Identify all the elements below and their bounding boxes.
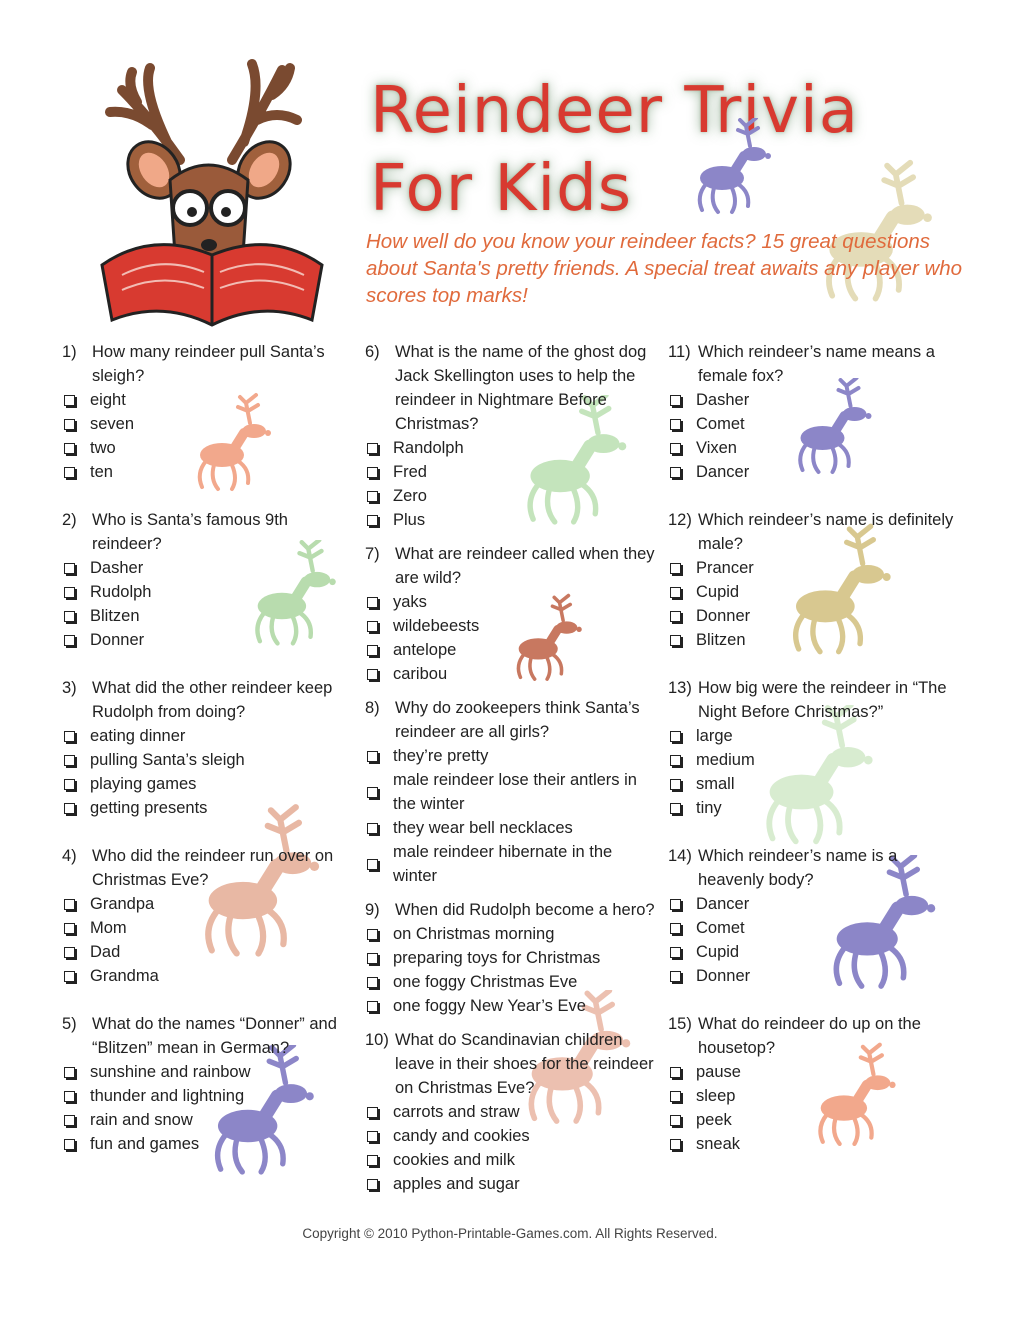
answer-option[interactable] [365, 1148, 655, 1172]
checkbox-icon[interactable] [670, 587, 681, 598]
answer-option[interactable] [668, 628, 958, 652]
question-block [62, 676, 352, 820]
checkbox-icon[interactable] [64, 899, 75, 910]
answer-options [365, 1100, 655, 1196]
checkbox-icon[interactable] [670, 755, 681, 766]
answer-option[interactable] [668, 916, 958, 940]
checkbox-icon[interactable] [367, 669, 378, 680]
answer-option[interactable] [668, 604, 958, 628]
checkbox-icon[interactable] [367, 1131, 378, 1142]
answer-option-label: rain and snow [90, 1111, 193, 1129]
answer-option-label: peek [696, 1111, 732, 1129]
question-block [365, 1028, 655, 1196]
question-number: 12) [668, 511, 692, 529]
checkbox-icon[interactable] [64, 563, 75, 574]
question-prompt: What do the names “Donner” and “Blitzen” mean in German? [92, 1015, 337, 1057]
checkbox-icon[interactable] [64, 755, 75, 766]
reindeer-reading-book-illustration [92, 50, 332, 340]
question-block [62, 1012, 352, 1156]
answer-option[interactable] [668, 436, 958, 460]
answer-option[interactable] [365, 768, 655, 816]
checkbox-icon[interactable] [367, 1001, 378, 1012]
checkbox-icon[interactable] [64, 419, 75, 430]
checkbox-icon[interactable] [367, 467, 378, 478]
checkbox-icon[interactable] [670, 947, 681, 958]
checkbox-icon[interactable] [670, 899, 681, 910]
answer-option[interactable] [62, 1108, 352, 1132]
answer-options [365, 744, 655, 888]
answer-option-label: tiny [696, 799, 722, 817]
checkbox-icon[interactable] [367, 787, 378, 798]
question-text [365, 696, 655, 744]
checkbox-icon[interactable] [64, 587, 75, 598]
answer-option-label: antelope [393, 641, 457, 659]
answer-option[interactable] [668, 1132, 958, 1156]
answer-option-label: candy and cookies [393, 1127, 530, 1145]
answer-option[interactable] [365, 436, 655, 460]
checkbox-icon[interactable] [64, 635, 75, 646]
answer-option-label: small [696, 775, 735, 793]
question-number: 10) [365, 1031, 389, 1049]
question-number: 2) [62, 511, 77, 529]
answer-option[interactable] [668, 580, 958, 604]
checkbox-icon[interactable] [64, 947, 75, 958]
question-block [668, 844, 958, 988]
checkbox-icon[interactable] [670, 803, 681, 814]
answer-option-label: pause [696, 1063, 741, 1081]
answer-option[interactable] [365, 970, 655, 994]
answer-options [62, 388, 352, 484]
answer-option[interactable] [365, 638, 655, 662]
answer-options [365, 436, 655, 532]
answer-option-label: Dancer [696, 463, 750, 481]
question-number: 15) [668, 1015, 692, 1033]
answer-option[interactable] [62, 412, 352, 436]
question-text [62, 508, 352, 556]
question-prompt: How big were the reindeer in “The Night Before Christmas?” [698, 679, 947, 721]
checkbox-icon[interactable] [670, 1115, 681, 1126]
answer-options [365, 922, 655, 1018]
checkbox-icon[interactable] [367, 929, 378, 940]
answer-option[interactable] [365, 1100, 655, 1124]
answer-option-label: fun and games [90, 1135, 200, 1153]
question-text [365, 1028, 655, 1100]
checkbox-icon[interactable] [670, 1067, 681, 1078]
answer-option-label: on Christmas morning [393, 925, 555, 943]
answer-option[interactable] [668, 724, 958, 748]
question-text [62, 676, 352, 724]
question-prompt: Why do zookeepers think Santa’s reindeer are all girls? [395, 699, 640, 741]
answer-option[interactable] [668, 1108, 958, 1132]
answer-option-label: apples and sugar [393, 1175, 520, 1193]
answer-option-label: Donner [696, 967, 751, 985]
answer-option[interactable] [668, 460, 958, 484]
answer-option-label: Vixen [696, 439, 737, 457]
question-number: 3) [62, 679, 77, 697]
answer-option[interactable] [668, 772, 958, 796]
question-prompt: Which reindeer’s name is definitely male? [698, 511, 954, 553]
checkbox-icon[interactable] [367, 977, 378, 988]
answer-option[interactable] [365, 508, 655, 532]
question-prompt: What are reindeer called when they are wild? [395, 545, 655, 587]
answer-option[interactable] [62, 772, 352, 796]
checkbox-icon[interactable] [367, 597, 378, 608]
answer-option[interactable] [62, 604, 352, 628]
answer-option-label: sneak [696, 1135, 741, 1153]
answer-options [668, 556, 958, 652]
answer-option-label: Dasher [90, 559, 144, 577]
answer-option-label: pulling Santa’s sleigh [90, 751, 245, 769]
answer-option[interactable] [62, 580, 352, 604]
question-block [365, 542, 655, 686]
answer-option[interactable] [365, 662, 655, 686]
answer-option-label: sleep [696, 1087, 736, 1105]
question-text [365, 898, 655, 922]
checkbox-icon[interactable] [64, 467, 75, 478]
answer-option[interactable] [365, 460, 655, 484]
title-line-2: For Kids [370, 152, 633, 226]
question-column-2 [365, 340, 655, 1196]
checkbox-icon[interactable] [367, 823, 378, 834]
checkbox-icon[interactable] [670, 731, 681, 742]
question-number: 6) [365, 343, 380, 361]
answer-option-label: medium [696, 751, 755, 769]
question-block [62, 340, 352, 484]
answer-option[interactable] [62, 1132, 352, 1156]
answer-option-label: Prancer [696, 559, 754, 577]
question-block [668, 1012, 958, 1156]
answer-option-label: carrots and straw [393, 1103, 520, 1121]
answer-option[interactable] [365, 840, 655, 888]
question-number: 13) [668, 679, 692, 697]
question-block [62, 508, 352, 652]
answer-option[interactable] [668, 412, 958, 436]
answer-option-label: Blitzen [696, 631, 746, 649]
checkbox-icon[interactable] [64, 803, 75, 814]
answer-option[interactable] [62, 628, 352, 652]
answer-options [668, 724, 958, 820]
question-text [668, 844, 958, 892]
answer-option-label: Zero [393, 487, 427, 505]
purple-reindeer-icon [688, 118, 778, 218]
question-number: 7) [365, 545, 380, 563]
answer-option[interactable] [668, 388, 958, 412]
checkbox-icon[interactable] [367, 443, 378, 454]
answer-option[interactable] [62, 460, 352, 484]
question-number: 14) [668, 847, 692, 865]
question-prompt: What is the name of the ghost dog Jack Skellington uses to help the reindeer in Nightmare Before Christmas? [395, 343, 647, 433]
question-block [668, 340, 958, 484]
answer-option-label: Cupid [696, 583, 740, 601]
answer-option-label: seven [90, 415, 135, 433]
answer-options [62, 556, 352, 652]
answer-option[interactable] [365, 1124, 655, 1148]
answer-option[interactable] [668, 556, 958, 580]
question-prompt: Which reindeer’s name means a female fox? [698, 343, 935, 385]
checkbox-icon[interactable] [64, 1067, 75, 1078]
answer-option-label: thunder and lightning [90, 1087, 245, 1105]
checkbox-icon[interactable] [64, 611, 75, 622]
question-number: 9) [365, 901, 380, 919]
checkbox-icon[interactable] [670, 443, 681, 454]
checkbox-icon[interactable] [670, 779, 681, 790]
checkbox-icon[interactable] [64, 923, 75, 934]
checkbox-icon[interactable] [670, 1091, 681, 1102]
answer-options [668, 1060, 958, 1156]
checkbox-icon[interactable] [367, 751, 378, 762]
answer-option[interactable] [365, 484, 655, 508]
answer-options [62, 1060, 352, 1156]
answer-option-label: Grandpa [90, 895, 155, 913]
answer-option-label: large [696, 727, 733, 745]
question-column-3 [668, 340, 958, 1156]
answer-option[interactable] [62, 724, 352, 748]
checkbox-icon[interactable] [670, 467, 681, 478]
answer-option[interactable] [668, 1060, 958, 1084]
question-number: 5) [62, 1015, 77, 1033]
question-prompt: When did Rudolph become a hero? [395, 901, 655, 919]
checkbox-icon[interactable] [64, 779, 75, 790]
answer-option-label: eight [90, 391, 126, 409]
answer-option[interactable] [62, 964, 352, 988]
answer-option[interactable] [668, 796, 958, 820]
question-prompt: How many reindeer pull Santa’s sleigh? [92, 343, 325, 385]
question-block [668, 508, 958, 652]
answer-option-label: caribou [393, 665, 448, 683]
question-prompt: Who did the reindeer run over on Christmas Eve? [92, 847, 334, 889]
question-prompt: Who is Santa’s famous 9th reindeer? [92, 511, 288, 553]
answer-option-label: Blitzen [90, 607, 140, 625]
question-number: 8) [365, 699, 380, 717]
checkbox-icon[interactable] [670, 563, 681, 574]
question-number: 1) [62, 343, 77, 361]
answer-option[interactable] [365, 922, 655, 946]
answer-option-label: Cupid [696, 943, 740, 961]
checkbox-icon[interactable] [367, 1179, 378, 1190]
question-text [62, 1012, 352, 1060]
question-number: 4) [62, 847, 77, 865]
question-block [365, 340, 655, 532]
question-text [365, 542, 655, 590]
answer-option[interactable] [668, 940, 958, 964]
answer-option[interactable] [62, 748, 352, 772]
answer-option-label: getting presents [90, 799, 208, 817]
answer-option-label: one foggy Christmas Eve [393, 973, 578, 991]
answer-option[interactable] [365, 1172, 655, 1196]
answer-option-label: male reindeer hibernate in the winter [393, 843, 613, 885]
question-prompt: What do Scandinavian children leave in their shoes for the reindeer on Christmas Eve? [395, 1031, 654, 1097]
intro-text: How well do you know your reindeer facts? 15 great questions about Santa's pretty friends. A special treat awaits any player who scores top marks! [366, 230, 963, 307]
question-prompt: What do reindeer do up on the housetop? [698, 1015, 921, 1057]
checkbox-icon[interactable] [670, 635, 681, 646]
answer-option-label: two [90, 439, 116, 457]
answer-option-label: wildebeests [393, 617, 480, 635]
answer-option-label: Randolph [393, 439, 464, 457]
answer-option[interactable] [62, 796, 352, 820]
checkbox-icon[interactable] [367, 645, 378, 656]
answer-option[interactable] [668, 964, 958, 988]
answer-option-label: preparing toys for Christmas [393, 949, 601, 967]
checkbox-icon[interactable] [367, 515, 378, 526]
title-line-1: Reindeer Trivia [370, 74, 859, 148]
answer-option[interactable] [668, 1084, 958, 1108]
answer-option-label: one foggy New Year’s Eve [393, 997, 586, 1015]
question-text [365, 340, 655, 436]
checkbox-icon[interactable] [64, 395, 75, 406]
answer-option-label: eating dinner [90, 727, 186, 745]
answer-option[interactable] [365, 590, 655, 614]
answer-option-label: yaks [393, 593, 427, 611]
answer-options [668, 388, 958, 484]
checkbox-icon[interactable] [670, 419, 681, 430]
page-title [370, 72, 859, 228]
answer-options [62, 892, 352, 988]
answer-option[interactable] [62, 388, 352, 412]
answer-option-label: playing games [90, 775, 197, 793]
checkbox-icon[interactable] [367, 859, 378, 870]
answer-option[interactable] [62, 940, 352, 964]
answer-option[interactable] [62, 1060, 352, 1084]
answer-option-label: Grandma [90, 967, 159, 985]
answer-option-label: Comet [696, 415, 745, 433]
answer-option-label: Plus [393, 511, 426, 529]
checkbox-icon[interactable] [64, 443, 75, 454]
question-text [62, 844, 352, 892]
answer-option-label: they’re pretty [393, 747, 489, 765]
checkbox-icon[interactable] [367, 1155, 378, 1166]
checkbox-icon[interactable] [670, 611, 681, 622]
answer-option-label: male reindeer lose their antlers in the winter [393, 771, 637, 813]
answer-option-label: Dad [90, 943, 121, 961]
checkbox-icon[interactable] [367, 491, 378, 502]
answer-option-label: Dancer [696, 895, 750, 913]
answer-option-label: Fred [393, 463, 427, 481]
question-prompt: Which reindeer’s name is a heavenly body? [698, 847, 898, 889]
answer-option[interactable] [365, 744, 655, 768]
checkbox-icon[interactable] [670, 1139, 681, 1150]
answer-option-label: ten [90, 463, 113, 481]
answer-option-label: cookies and milk [393, 1151, 515, 1169]
question-prompt: What did the other reindeer keep Rudolph from doing? [92, 679, 333, 721]
checkbox-icon[interactable] [367, 953, 378, 964]
question-block [62, 844, 352, 988]
answer-option-label: Rudolph [90, 583, 152, 601]
checkbox-icon[interactable] [670, 923, 681, 934]
answer-option[interactable] [668, 892, 958, 916]
checkbox-icon[interactable] [367, 621, 378, 632]
answer-option-label: Donner [696, 607, 751, 625]
answer-option[interactable] [62, 916, 352, 940]
answer-option[interactable] [365, 614, 655, 638]
copyright-notice: Copyright © 2010 Python-Printable-Games.com. All Rights Reserved. [302, 1226, 718, 1241]
answer-option-label: Comet [696, 919, 745, 937]
answer-option-label: Dasher [696, 391, 750, 409]
answer-option[interactable] [62, 892, 352, 916]
question-block [365, 696, 655, 888]
question-text [668, 340, 958, 388]
answer-option-label: sunshine and rainbow [90, 1063, 251, 1081]
answer-option-label: they wear bell necklaces [393, 819, 573, 837]
answer-option[interactable] [62, 1084, 352, 1108]
question-text [62, 340, 352, 388]
answer-option-label: Donner [90, 631, 145, 649]
question-column-1 [62, 340, 352, 1156]
question-text [668, 676, 958, 724]
answer-options [668, 892, 958, 988]
answer-option[interactable] [365, 994, 655, 1018]
checkbox-icon[interactable] [64, 1139, 75, 1150]
question-block [365, 898, 655, 1018]
answer-option[interactable] [365, 946, 655, 970]
answer-option[interactable] [668, 748, 958, 772]
answer-option-label: Mom [90, 919, 127, 937]
checkbox-icon[interactable] [64, 1091, 75, 1102]
checkbox-icon[interactable] [670, 971, 681, 982]
question-block [668, 676, 958, 820]
answer-options [365, 590, 655, 686]
checkbox-icon[interactable] [64, 1115, 75, 1126]
checkbox-icon[interactable] [64, 971, 75, 982]
question-text [668, 508, 958, 556]
question-text [668, 1012, 958, 1060]
checkbox-icon[interactable] [670, 395, 681, 406]
checkbox-icon[interactable] [367, 1107, 378, 1118]
question-number: 11) [668, 343, 691, 361]
answer-option[interactable] [365, 816, 655, 840]
answer-option[interactable] [62, 556, 352, 580]
answer-options [62, 724, 352, 820]
checkbox-icon[interactable] [64, 731, 75, 742]
answer-option[interactable] [62, 436, 352, 460]
